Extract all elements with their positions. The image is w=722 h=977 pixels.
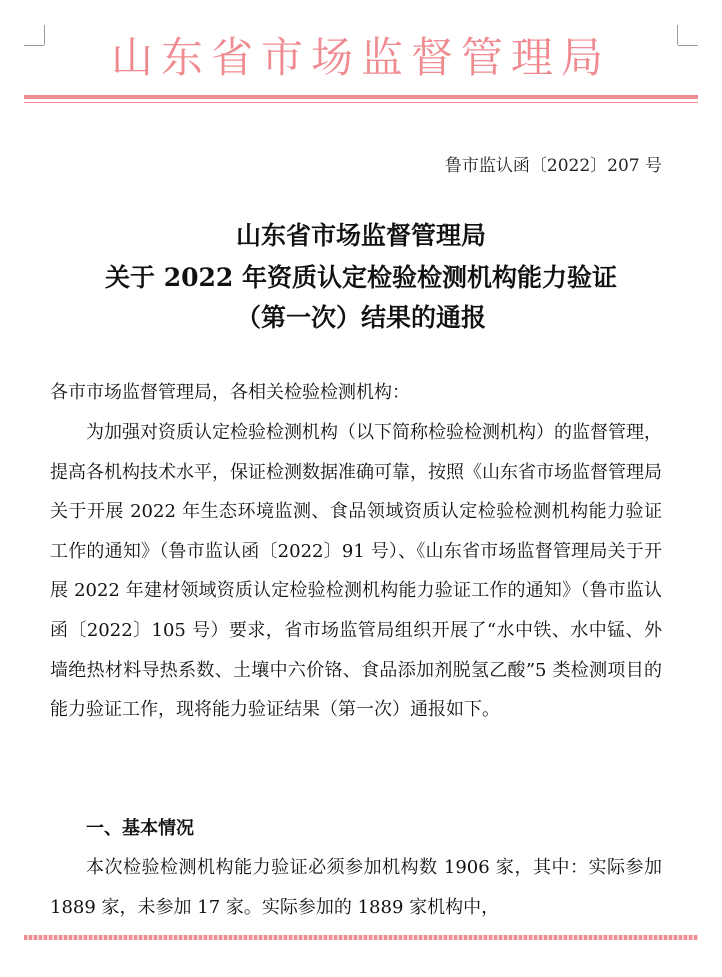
letterhead-agency-name: 山东省市场监督管理局 — [110, 33, 611, 82]
section-heading-basic-info: 一、基本情况 — [86, 818, 194, 839]
page-bottom-rule — [24, 935, 698, 940]
title-line-3: （第一次）结果的通报 — [235, 303, 486, 332]
letterhead-rule-upper — [24, 95, 698, 99]
paragraph-basic-info: 本次检验检测机构能力验证必须参加机构数 1906 家，其中：实际参加 1889 家，未参加 17 家。实际参加的 1889 家机构中， — [50, 857, 662, 918]
letterhead-rule-lower — [24, 102, 698, 103]
title-line-1: 山东省市场监督管理局 — [235, 221, 486, 250]
salutation: 各市市场监督管理局，各相关检验检测机构： — [50, 382, 410, 403]
paragraph-purpose: 为加强对资质认定检验检测机构（以下简称检验检测机构）的监督管理，提高各机构技术水平，保证检测数据准确可靠，按照《山东省市场监督管理局关于开展 2022 年生态环境监测、食品领域资质认定检验检测机构能力验证工作的通知》（鲁市监认函〔2022〕91 号）、《山东省市场监督管理局关于开展 2022 年建材领域资质认定检验检测机构能力验证工作的通知》（鲁市监认函〔2022〕105 号）要求，省市场监管局组织开展了“水中铁、水中锰、外墙绝热材料导热系数、土壤中六价铬、食品添加剂脱氢乙酸”5 类检测项目的能力验证工作，现将能力验证结果（第一次）通报如下。 — [50, 422, 662, 721]
document-number: 鲁市监认函〔2022〕207 号 — [444, 156, 662, 176]
title-line-2: 关于 2022 年资质认定检验检测机构能力验证 — [105, 263, 617, 292]
